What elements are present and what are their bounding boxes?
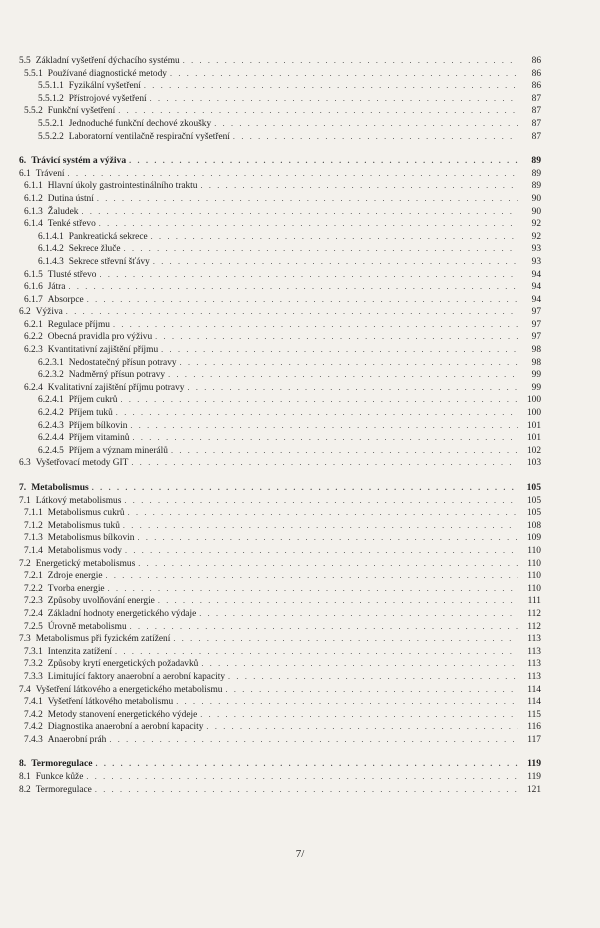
toc-entry-title: Sekrece střevní šťávy xyxy=(68,256,150,267)
toc-entry-title: Laboratorní ventilačně respirační vyšetření xyxy=(68,131,230,142)
toc-entry-title: Zdroje energie xyxy=(47,571,103,582)
toc-entry-title: Příjem a význam minerálů xyxy=(68,445,168,456)
toc-leader-dots xyxy=(99,269,518,282)
toc-entry xyxy=(19,357,541,370)
toc-leader-dots xyxy=(176,696,518,709)
toc-entry-number: 6.2.4.5 xyxy=(38,445,64,456)
toc-leader-dots xyxy=(132,432,518,445)
toc-entry-page: 97 xyxy=(531,332,541,343)
toc-entry-number: 6.1 xyxy=(19,168,31,179)
toc-leader-dots xyxy=(144,80,518,93)
toc-leader-dots xyxy=(180,357,518,370)
toc-entry-number: 7.2.3 xyxy=(24,596,43,607)
toc-entry-title: Metabolismus bílkovin xyxy=(47,533,135,544)
toc-entry-title: Diagnostika anaerobní a aerobní kapacity xyxy=(47,722,204,733)
toc-entry-title: Příjem tuků xyxy=(68,408,113,419)
toc-entry xyxy=(19,595,541,608)
toc-entry-page: 110 xyxy=(527,558,541,569)
toc-leader-dots xyxy=(173,633,518,646)
toc-entry-page: 98 xyxy=(531,357,541,368)
toc-entry-page: 86 xyxy=(531,68,541,79)
toc-entry xyxy=(19,168,541,181)
toc-entry-page: 111 xyxy=(527,596,541,607)
toc-entry-number: 6.2.4.1 xyxy=(38,395,64,406)
toc-leader-dots xyxy=(92,482,518,495)
toc-entry-number: 7.3.1 xyxy=(24,646,43,657)
toc-leader-dots xyxy=(199,608,518,621)
toc-entry xyxy=(19,281,541,294)
toc-entry-page: 110 xyxy=(527,571,541,582)
toc-entry-number: 6.2 xyxy=(19,307,31,318)
toc-entry-number: 7.2.1 xyxy=(24,571,43,582)
toc-entry-title: Hlavní úkoly gastrointestinálního traktu xyxy=(47,181,198,192)
toc-entry-number: 6.2.4.4 xyxy=(38,433,64,444)
toc-entry-number: 7.1.4 xyxy=(24,545,43,556)
toc-entry-number: 6.1.4.1 xyxy=(38,231,64,242)
toc-entry-number: 7.1 xyxy=(19,495,31,506)
toc-entry-title: Vyšetření látkového metabolismu xyxy=(47,697,174,708)
toc-entry-page: 92 xyxy=(531,219,541,230)
page-number: 7/ xyxy=(295,848,305,860)
toc-entry-title: Fyzikální vyšetření xyxy=(68,81,141,92)
toc-entry-page: 105 xyxy=(526,508,541,519)
toc-leader-dots xyxy=(200,709,518,722)
toc-leader-dots xyxy=(206,721,518,734)
toc-entry-title: Limitující faktory anaerobní a aerobní kapacity xyxy=(47,671,226,682)
toc-entry-page: 89 xyxy=(531,155,541,167)
toc-leader-dots xyxy=(187,382,518,395)
toc-entry-page: 119 xyxy=(527,772,541,783)
toc-leader-dots xyxy=(153,256,518,269)
toc-leader-dots xyxy=(116,407,518,420)
toc-leader-dots xyxy=(170,68,518,81)
toc-entry-page: 105 xyxy=(526,482,541,493)
toc-entry-title: Trávení xyxy=(35,168,65,179)
toc-leader-dots xyxy=(81,206,518,219)
toc-entry-number: 6.2.4.2 xyxy=(38,408,64,419)
toc-entry xyxy=(19,646,541,659)
toc-leader-dots xyxy=(99,218,518,231)
toc-leader-dots xyxy=(168,369,518,382)
toc-entry-number: 7. xyxy=(19,482,27,493)
section-gap xyxy=(19,746,541,758)
toc-entry-title: Kvantitativní zajištění příjmu xyxy=(47,345,159,356)
toc-leader-dots xyxy=(131,457,518,470)
toc-entry-title: Příjem cukrů xyxy=(68,395,118,406)
toc-entry-page: 105 xyxy=(526,495,541,506)
toc-entry-number: 6.1.4.2 xyxy=(38,244,64,255)
toc-entry-number: 5.5.1 xyxy=(24,68,43,79)
toc-entry-page: 114 xyxy=(527,697,541,708)
toc-chapter-entry xyxy=(19,482,541,495)
toc-entry xyxy=(19,696,541,709)
toc-entry xyxy=(19,633,541,646)
toc-entry-number: 5.5.1.2 xyxy=(38,93,64,104)
section-gap xyxy=(19,143,541,155)
toc-entry-page: 99 xyxy=(531,370,541,381)
toc-entry-page: 116 xyxy=(527,722,541,733)
toc-entry-title: Základní vyšetření dýchacího systému xyxy=(35,56,180,66)
toc-leader-dots xyxy=(66,306,518,319)
toc-entry-page: 121 xyxy=(526,784,541,795)
toc-entry xyxy=(19,507,541,520)
toc-entry xyxy=(19,118,541,131)
toc-entry xyxy=(19,520,541,533)
toc-entry-page: 108 xyxy=(526,520,541,531)
toc-entry-number: 6.1.2 xyxy=(24,193,43,204)
toc-entry-number: 6.1.3 xyxy=(24,206,43,217)
toc-entry xyxy=(19,243,541,256)
toc-entry-number: 6.1.1 xyxy=(24,181,43,192)
toc-entry-page: 87 xyxy=(531,106,541,117)
toc-entry-title: Tenké střevo xyxy=(47,219,96,230)
toc-entry-title: Játra xyxy=(47,282,66,293)
table-of-contents xyxy=(19,55,541,796)
toc-leader-dots xyxy=(233,131,518,144)
toc-entry-number: 6.2.4.3 xyxy=(38,420,64,431)
toc-entry-title: Žaludek xyxy=(47,206,79,217)
toc-entry-number: 7.1.3 xyxy=(24,533,43,544)
toc-leader-dots xyxy=(95,758,518,771)
toc-leader-dots xyxy=(137,532,518,545)
toc-entry-number: 6.2.1 xyxy=(24,319,43,330)
toc-entry-title: Tlusté střevo xyxy=(47,269,97,280)
toc-entry xyxy=(19,55,541,68)
toc-leader-dots xyxy=(86,771,518,784)
toc-entry-title: Používané diagnostické metody xyxy=(47,68,167,79)
toc-entry-page: 100 xyxy=(526,408,541,419)
toc-entry-title: Jednoduché funkční dechové zkoušky xyxy=(68,118,212,129)
toc-entry xyxy=(19,684,541,697)
toc-entry-page: 99 xyxy=(531,382,541,393)
toc-entry-title: Nedostatečný přísun potravy xyxy=(68,357,177,368)
toc-entry-number: 7.3.3 xyxy=(24,671,43,682)
toc-entry-page: 113 xyxy=(527,634,541,645)
toc-entry-number: 6.2.2 xyxy=(24,332,43,343)
toc-leader-dots xyxy=(125,545,518,558)
toc-leader-dots xyxy=(200,180,518,193)
toc-leader-dots xyxy=(108,583,518,596)
toc-entry-number: 6.2.3 xyxy=(24,345,43,356)
toc-entry-number: 5.5 xyxy=(19,56,31,66)
toc-entry-title: Výživa xyxy=(35,307,63,318)
toc-entry-page: 113 xyxy=(527,671,541,682)
toc-entry xyxy=(19,771,541,784)
toc-leader-dots xyxy=(155,331,518,344)
toc-entry-number: 7.3.2 xyxy=(24,659,43,670)
toc-entry-page: 90 xyxy=(531,193,541,204)
toc-entry-title: Příjem bílkovin xyxy=(68,420,128,431)
toc-entry-title: Metabolismus při fyzickém zatížení xyxy=(35,634,171,645)
toc-entry xyxy=(19,93,541,106)
toc-entry-number: 6.1.5 xyxy=(24,269,43,280)
toc-leader-dots xyxy=(106,570,519,583)
toc-leader-dots xyxy=(225,684,518,697)
toc-entry-page: 101 xyxy=(526,420,541,431)
toc-entry-title: Látkový metabolismus xyxy=(35,495,122,506)
toc-entry-number: 7.1.2 xyxy=(24,520,43,531)
toc-entry-number: 6.2.3.2 xyxy=(38,370,64,381)
toc-leader-dots xyxy=(120,394,518,407)
toc-entry-title: Metabolismus xyxy=(31,482,89,493)
toc-entry-number: 6.1.4 xyxy=(24,219,43,230)
toc-entry-page: 119 xyxy=(527,758,541,770)
toc-leader-dots xyxy=(183,55,518,68)
toc-entry-title: Anaerobní práh xyxy=(47,734,107,745)
toc-entry-title: Kvalitativní zajištění příjmu potravy xyxy=(47,382,185,393)
toc-entry-page: 112 xyxy=(527,608,541,619)
toc-entry-number: 5.5.2.2 xyxy=(38,131,64,142)
toc-entry-number: 6.2.4 xyxy=(24,382,43,393)
toc-entry-title: Pankreatická sekrece xyxy=(68,231,148,242)
toc-entry-number: 6.2.3.1 xyxy=(38,357,64,368)
toc-entry-page: 89 xyxy=(531,181,541,192)
toc-entry xyxy=(19,734,541,747)
toc-entry xyxy=(19,218,541,231)
toc-entry-page: 115 xyxy=(527,709,541,720)
toc-entry-page: 114 xyxy=(527,684,541,695)
toc-entry-page: 110 xyxy=(527,583,541,594)
toc-entry-page: 117 xyxy=(527,734,541,745)
toc-entry-title: Metabolismus cukrů xyxy=(47,508,125,519)
toc-entry xyxy=(19,319,541,332)
toc-entry xyxy=(19,193,541,206)
toc-entry-number: 7.4.2 xyxy=(24,709,43,720)
toc-entry xyxy=(19,784,541,797)
toc-entry-title: Metody stanovení energetického výdeje xyxy=(47,709,198,720)
toc-entry-page: 101 xyxy=(526,433,541,444)
toc-entry-page: 86 xyxy=(531,81,541,92)
toc-entry-title: Příjem vitaminů xyxy=(68,433,130,444)
toc-entry-title: Způsoby krytí energetických požadavků xyxy=(47,659,199,670)
toc-entry xyxy=(19,608,541,621)
toc-leader-dots xyxy=(95,784,518,797)
toc-leader-dots xyxy=(158,595,518,608)
toc-entry-number: 7.4 xyxy=(19,684,31,695)
toc-leader-dots xyxy=(201,658,518,671)
toc-entry-page: 98 xyxy=(531,345,541,356)
toc-entry-page: 86 xyxy=(531,56,541,66)
toc-leader-dots xyxy=(171,445,518,458)
toc-entry xyxy=(19,407,541,420)
toc-entry-page: 109 xyxy=(526,533,541,544)
toc-entry-title: Metabolismus tuků xyxy=(47,520,120,531)
section-gap xyxy=(19,470,541,482)
toc-entry xyxy=(19,432,541,445)
toc-entry-page: 103 xyxy=(526,458,541,469)
toc-entry-title: Regulace příjmu xyxy=(47,319,110,330)
toc-entry-page: 90 xyxy=(531,206,541,217)
toc-entry-page: 110 xyxy=(527,545,541,556)
toc-leader-dots xyxy=(128,507,518,520)
toc-entry-number: 7.2 xyxy=(19,558,31,569)
toc-entry xyxy=(19,721,541,734)
toc-entry-title: Funkční vyšetření xyxy=(47,106,116,117)
toc-entry-page: 112 xyxy=(527,621,541,632)
toc-leader-dots xyxy=(68,281,518,294)
toc-entry xyxy=(19,621,541,634)
toc-entry xyxy=(19,457,541,470)
toc-entry-title: Tvorba energie xyxy=(47,583,105,594)
toc-leader-dots xyxy=(124,243,518,256)
toc-entry-page: 89 xyxy=(531,168,541,179)
toc-entry-title: Základní hodnoty energetického výdaje xyxy=(47,608,197,619)
toc-entry-page: 94 xyxy=(531,282,541,293)
toc-entry xyxy=(19,231,541,244)
toc-entry-title: Termoregulace xyxy=(35,784,92,795)
toc-entry-number: 7.2.2 xyxy=(24,583,43,594)
toc-entry-number: 5.5.2 xyxy=(24,106,43,117)
toc-entry-page: 92 xyxy=(531,231,541,242)
toc-entry xyxy=(19,445,541,458)
toc-leader-dots xyxy=(113,319,518,332)
toc-entry xyxy=(19,658,541,671)
toc-entry-title: Vyšetření látkového a energetického metabolismu xyxy=(35,684,223,695)
toc-entry-title: Energetický metabolismus xyxy=(35,558,136,569)
toc-entry xyxy=(19,545,541,558)
toc-entry-number: 8.1 xyxy=(19,772,31,783)
toc-entry xyxy=(19,68,541,81)
toc-entry xyxy=(19,269,541,282)
toc-entry-number: 7.2.4 xyxy=(24,608,43,619)
toc-entry-title: Intenzita zatížení xyxy=(47,646,113,657)
toc-entry xyxy=(19,331,541,344)
toc-entry-number: 7.4.3 xyxy=(24,734,43,745)
toc-entry xyxy=(19,206,541,219)
toc-entry-page: 97 xyxy=(531,319,541,330)
toc-entry-title: Sekrece žluče xyxy=(68,244,121,255)
toc-leader-dots xyxy=(118,105,518,118)
toc-leader-dots xyxy=(97,193,518,206)
toc-leader-dots xyxy=(228,671,518,684)
toc-entry-title: Úrovně metabolismu xyxy=(47,621,127,632)
toc-entry-page: 94 xyxy=(531,269,541,280)
toc-entry-title: Způsoby uvolňování energie xyxy=(47,596,155,607)
toc-leader-dots xyxy=(87,294,518,307)
toc-entry-number: 6.1.7 xyxy=(24,294,43,305)
toc-entry-number: 6.1.6 xyxy=(24,282,43,293)
toc-entry-number: 7.2.5 xyxy=(24,621,43,632)
toc-leader-dots xyxy=(150,93,518,106)
toc-entry-number: 7.1.1 xyxy=(24,508,43,519)
toc-entry-title: Trávicí systém a výživa xyxy=(31,155,127,167)
toc-entry xyxy=(19,570,541,583)
toc-entry xyxy=(19,256,541,269)
toc-entry-title: Obecná pravidla pro výživu xyxy=(47,332,153,343)
toc-entry-page: 94 xyxy=(531,294,541,305)
toc-entry-page: 87 xyxy=(531,93,541,104)
toc-entry-number: 6.1.4.3 xyxy=(38,256,64,267)
toc-entry-number: 6. xyxy=(19,155,27,167)
toc-entry xyxy=(19,131,541,144)
toc-entry xyxy=(19,294,541,307)
toc-entry-number: 5.5.2.1 xyxy=(38,118,64,129)
toc-entry-number: 5.5.1.1 xyxy=(38,81,64,92)
toc-entry-title: Metabolismus vody xyxy=(47,545,122,556)
toc-entry xyxy=(19,80,541,93)
toc-leader-dots xyxy=(151,231,518,244)
toc-entry xyxy=(19,180,541,193)
toc-entry-page: 87 xyxy=(531,131,541,142)
toc-entry-page: 102 xyxy=(526,445,541,456)
toc-entry xyxy=(19,394,541,407)
toc-entry-title: Funkce kůže xyxy=(35,772,84,783)
toc-chapter-entry xyxy=(19,155,541,168)
toc-entry-title: Absorpce xyxy=(47,294,84,305)
toc-entry xyxy=(19,369,541,382)
toc-entry-page: 97 xyxy=(531,307,541,318)
toc-leader-dots xyxy=(124,495,518,508)
toc-leader-dots xyxy=(115,646,518,659)
toc-entry-number: 7.4.1 xyxy=(24,697,43,708)
toc-leader-dots xyxy=(130,621,518,634)
toc-entry-number: 7.3 xyxy=(19,634,31,645)
toc-entry xyxy=(19,558,541,571)
toc-entry-title: Vyšetřovací metody GIT xyxy=(35,458,129,469)
toc-entry-page: 93 xyxy=(531,244,541,255)
toc-entry xyxy=(19,344,541,357)
toc-entry-title: Nadměrný přísun potravy xyxy=(68,370,166,381)
toc-leader-dots xyxy=(123,520,518,533)
toc-entry xyxy=(19,306,541,319)
toc-entry xyxy=(19,671,541,684)
toc-entry-number: 7.4.2 xyxy=(24,722,43,733)
toc-entry-page: 87 xyxy=(531,118,541,129)
toc-entry-page: 93 xyxy=(531,256,541,267)
toc-leader-dots xyxy=(138,558,518,571)
toc-entry-title: Přístrojové vyšetření xyxy=(68,93,147,104)
toc-entry xyxy=(19,709,541,722)
toc-entry-page: 113 xyxy=(527,659,541,670)
toc-entry-title: Termoregulace xyxy=(31,758,93,770)
toc-entry-number: 8. xyxy=(19,758,27,770)
toc-leader-dots xyxy=(109,734,518,747)
toc-leader-dots xyxy=(68,168,518,181)
toc-entry xyxy=(19,382,541,395)
toc-leader-dots xyxy=(130,420,518,433)
toc-entry-page: 113 xyxy=(527,646,541,657)
toc-leader-dots xyxy=(214,118,518,131)
toc-chapter-entry xyxy=(19,758,541,771)
toc-entry-number: 6.3 xyxy=(19,458,31,469)
toc-entry xyxy=(19,532,541,545)
toc-entry-page: 100 xyxy=(526,395,541,406)
toc-entry xyxy=(19,105,541,118)
toc-entry xyxy=(19,583,541,596)
toc-entry xyxy=(19,420,541,433)
toc-entry-number: 8.2 xyxy=(19,784,31,795)
toc-entry xyxy=(19,495,541,508)
toc-leader-dots xyxy=(161,344,518,357)
toc-entry-title: Dutina ústní xyxy=(47,193,94,204)
toc-leader-dots xyxy=(129,155,518,168)
